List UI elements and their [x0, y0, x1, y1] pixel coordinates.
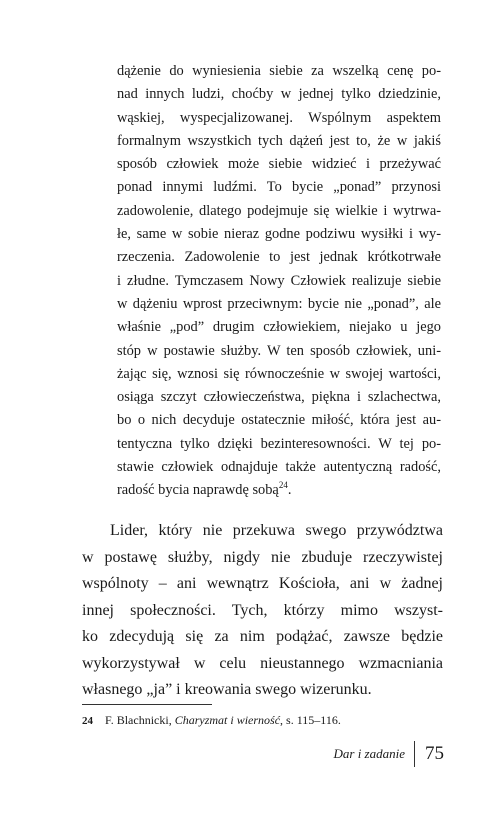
quote-line: i złudne. Tymczasem Nowy Człowiek realizuje siebie [117, 272, 441, 289]
paragraph-line: innej społeczności. Tych, którzy mimo wszyst- [82, 601, 443, 619]
body-paragraph [82, 518, 443, 704]
block-quote [117, 60, 441, 503]
footnote [82, 712, 341, 729]
quote-line: formalnym wszystkich tych dążeń jest to, że w jakiś [117, 132, 441, 149]
footnote-pages: , s. 115–116. [280, 713, 341, 727]
paragraph-line: w postawę służby, nigdy nie zbuduje rzeczywistej [82, 548, 443, 566]
quote-last-line [117, 479, 441, 502]
quote-line: rzeczenia. Zadowolenie to jest jednak krótkotrwałe [117, 249, 441, 266]
quote-line: łe, same w sobie nieraz godne podziwu wysiłki i wy- [117, 226, 441, 243]
paragraph-line: własnego „ja” i kreowania swego wizerunku. [82, 681, 372, 698]
quote-line: właśnie „pod” drugim człowiekiem, niejako u jego [117, 319, 441, 336]
footnote-author: F. Blachnicki, [105, 713, 172, 727]
quote-line: bo o nich decyduje ostatecznie miłość, która jest au- [117, 412, 441, 429]
quote-line: ponad innymi ludźmi. To bycie „ponad” przynosi [117, 179, 441, 196]
paragraph-line: wspólnoty – ani wewnątrz Kościoła, ani w żadnej [82, 575, 443, 592]
quote-line: osiąga szczyt człowieczeństwa, piękna i szlachectwa, [117, 389, 441, 406]
page-footer [334, 741, 445, 767]
quote-line: radość bycia naprawdę sobą [117, 482, 279, 499]
footnote-title: Charyzmat i wierność [174, 713, 281, 727]
quote-end-punctuation: . [287, 482, 292, 499]
quote-line: tentyczna tylko dzięki bezinteresowności. W tej po- [117, 435, 441, 452]
footnote-number: 24 [82, 715, 93, 727]
quote-line: wąskiej, wyspecjalizowanej. Wspólnym aspektem [117, 109, 441, 126]
footnote-divider [82, 704, 212, 705]
quote-line: stawie człowiek odnajduje także autentyczną radość, [117, 459, 441, 476]
paragraph-line: wykorzystywał w celu nieustannego wzmacniania [82, 654, 443, 672]
paragraph-line: Lider, który nie przekuwa swego przywództwa [110, 522, 443, 539]
page-number: 75 [425, 743, 444, 764]
quote-line: żając się, wznosi się równocześnie w swojej wartości, [117, 365, 441, 382]
quote-line: stóp w postawie służby. W ten sposób człowiek, uni- [117, 342, 441, 359]
quote-line: w dążeniu wprost przeciwnym: bycie nie „ponad”, ale [117, 295, 441, 312]
quote-line: sposób człowiek może siebie widzieć i przeżywać [117, 156, 441, 173]
running-title: Dar i zadanie [333, 746, 405, 761]
footer-separator [414, 741, 415, 767]
paragraph-line: ko zdecydują się za nim podążać, zawsze będzie [82, 628, 443, 645]
quote-line: zadowolenie, dlatego podejmuje się wielkie i wytrwa- [117, 202, 441, 219]
quote-line: nad innych ludzi, choćby w jednej tylko dziedzinie, [117, 86, 441, 103]
footnote-reference[interactable]: 24 [278, 480, 288, 491]
quote-line: dążenie do wyniesienia siebie za wszelką cenę po- [117, 63, 441, 79]
